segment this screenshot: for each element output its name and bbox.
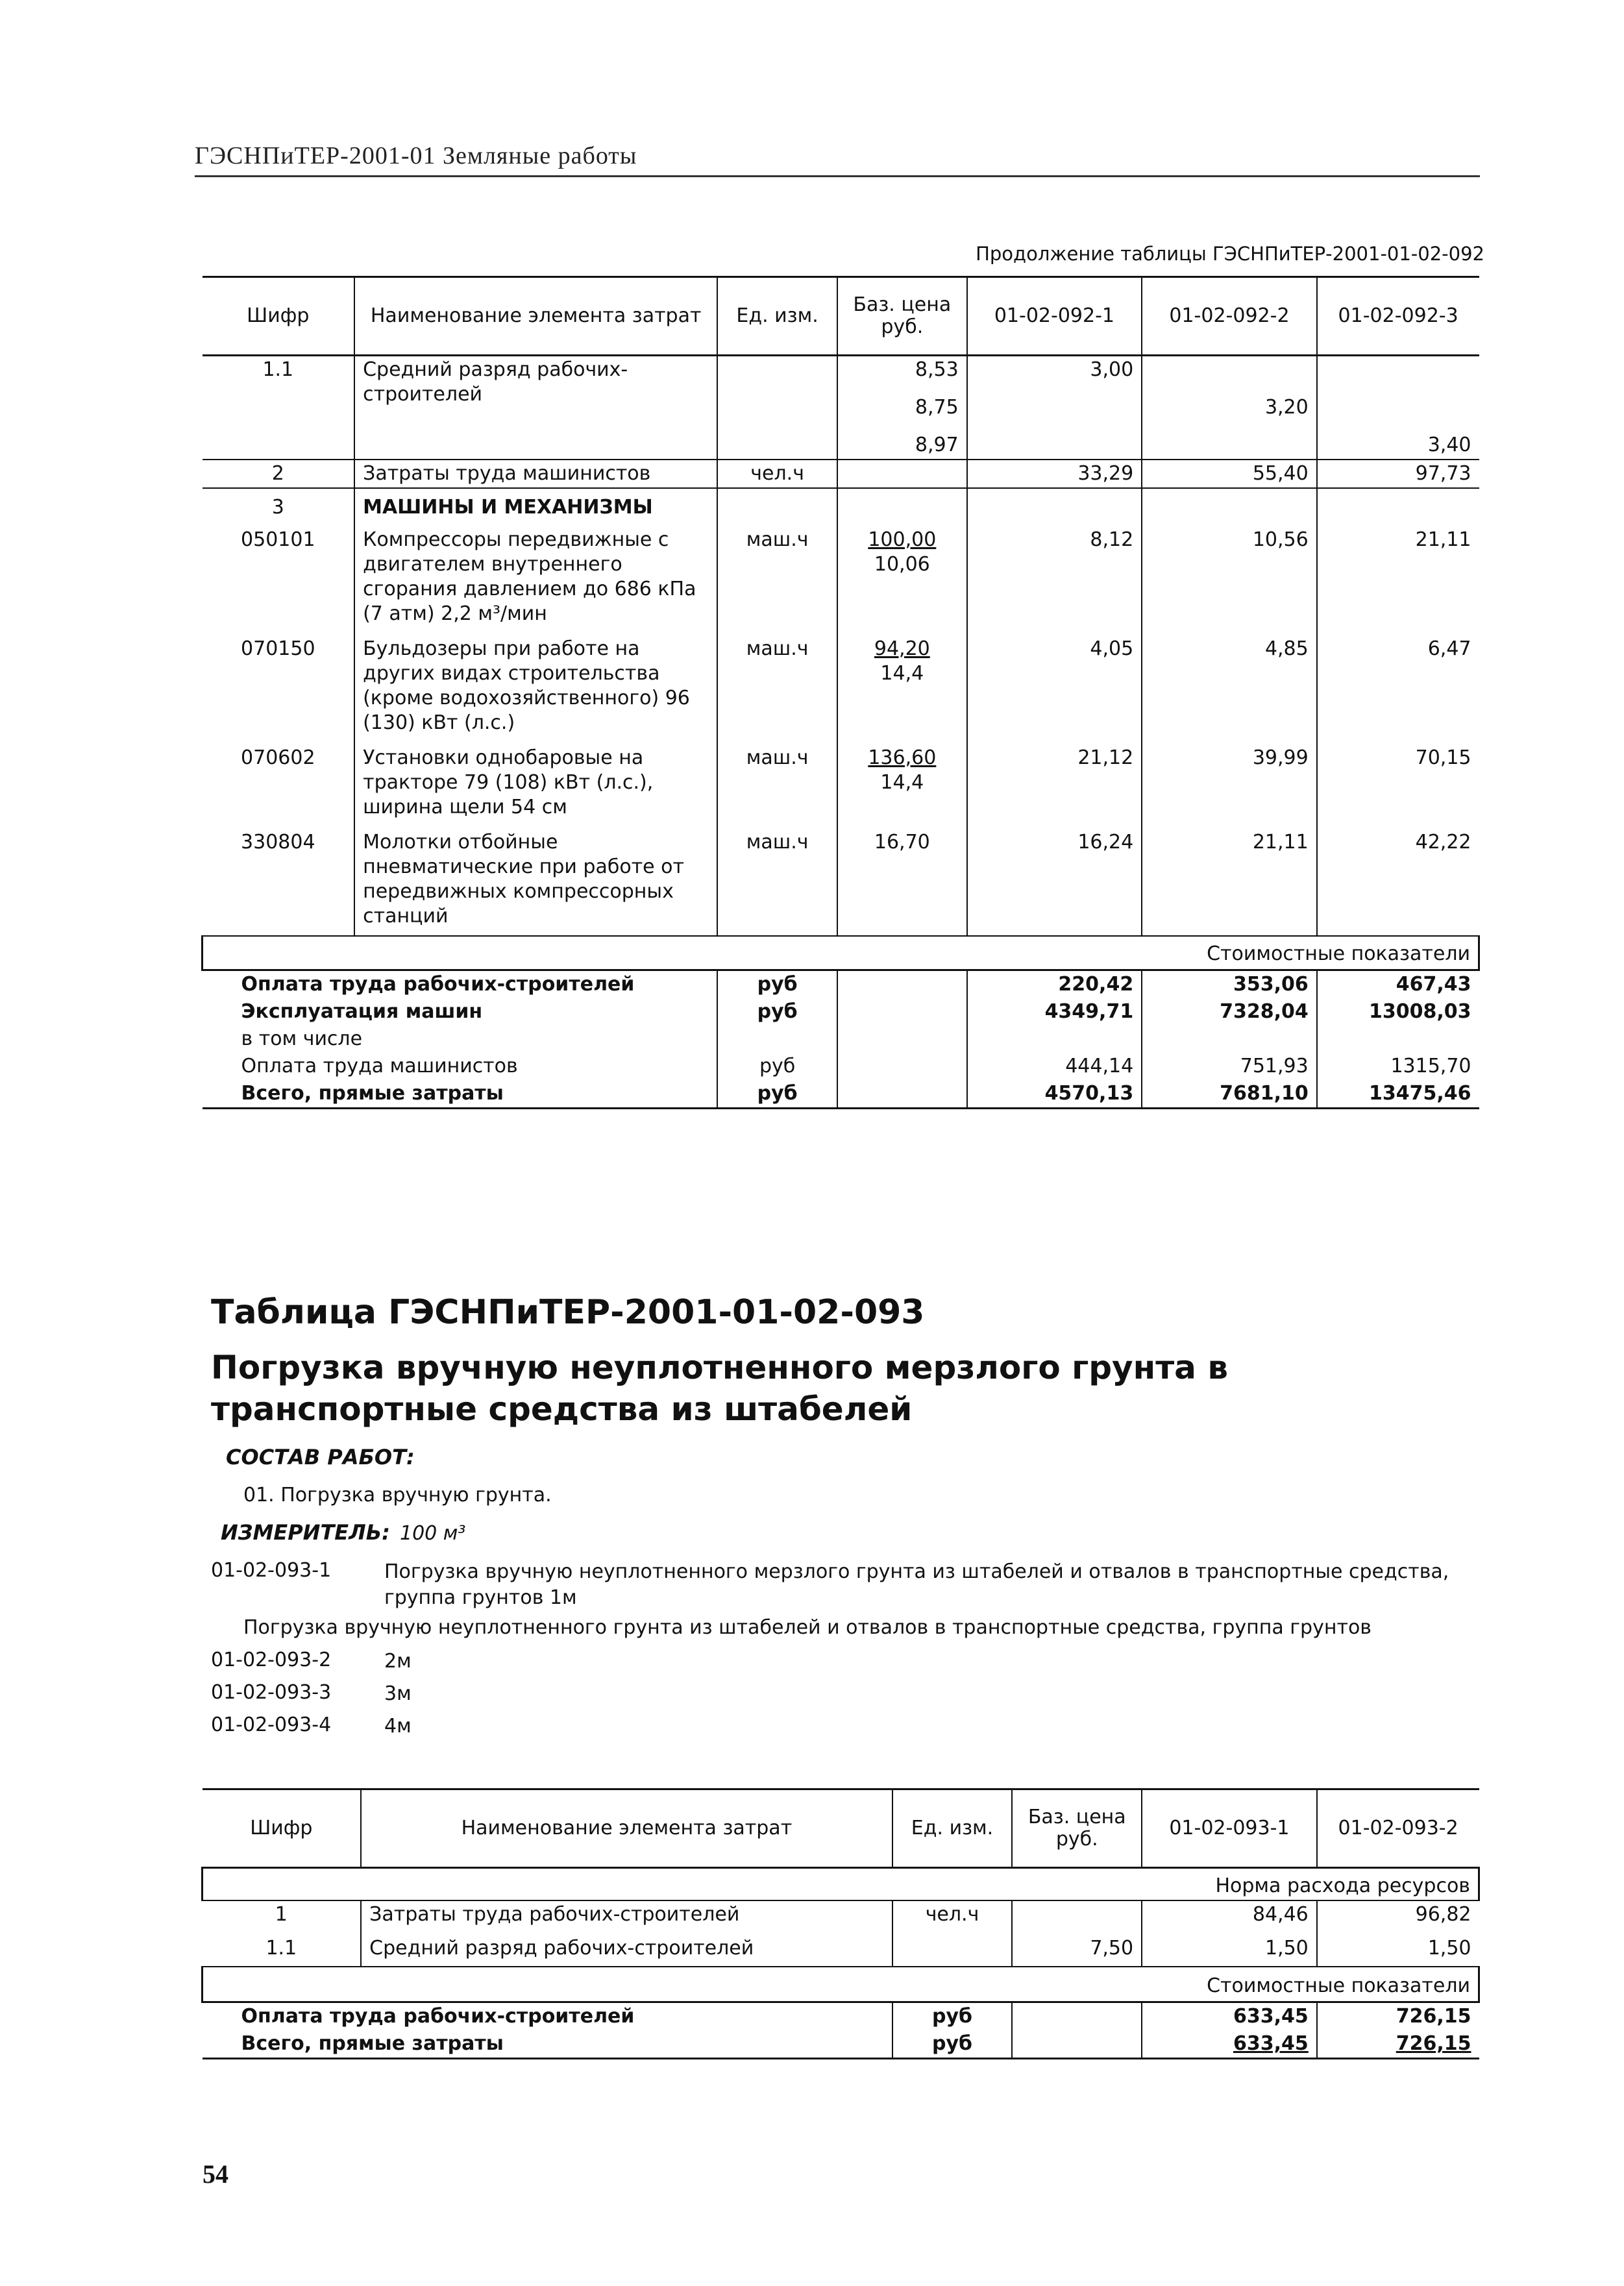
row-unit: чел.ч bbox=[717, 460, 837, 488]
row-value-2: 3,20 bbox=[1142, 356, 1317, 460]
row-name: Средний разряд рабочих-строителей bbox=[361, 1928, 892, 1967]
cost-unit: руб bbox=[717, 1053, 837, 1080]
col-header-092-3: 01-02-092-3 bbox=[1317, 277, 1479, 356]
row-value-3: 3,40 bbox=[1317, 356, 1479, 460]
row-code: 070602 bbox=[241, 746, 315, 769]
table-row bbox=[203, 829, 1479, 936]
cost-header-row bbox=[203, 1967, 1479, 2002]
row-code: 1.1 bbox=[265, 1937, 297, 1960]
row-value-2: 96,82 bbox=[1317, 1900, 1479, 1928]
table-row bbox=[203, 744, 1479, 829]
cost-header: Стоимостные показатели bbox=[203, 1967, 1479, 2002]
norm-header-row bbox=[203, 1868, 1479, 1901]
resource-table-093 bbox=[201, 1788, 1480, 2059]
cost-name: Эксплуатация машин bbox=[241, 1000, 483, 1023]
cost-unit: руб bbox=[717, 1080, 837, 1109]
cost-name: Всего, прямые затраты bbox=[203, 2030, 892, 2059]
table1-caption: Продолжение таблицы ГЭСНПиТЕР-2001-01-02-092 bbox=[976, 243, 1484, 265]
row-value-2: 21,11 bbox=[1142, 829, 1317, 936]
row-price: 100,00 10,06 bbox=[837, 521, 967, 635]
row-value-3: 6,47 bbox=[1317, 635, 1479, 744]
row-code: 2 bbox=[203, 460, 355, 488]
cost-unit: руб bbox=[892, 2030, 1013, 2059]
cost-value-1: 633,45 bbox=[1142, 2030, 1317, 2059]
row-price: 94,20 14,4 bbox=[837, 635, 967, 744]
table-row bbox=[203, 1900, 1479, 1928]
row-code: 1 bbox=[203, 1900, 362, 1928]
row-price: 136,60 14,4 bbox=[837, 744, 967, 829]
cost-value-2: 7328,04 bbox=[1142, 998, 1317, 1026]
meter-value: 100 м³ bbox=[400, 1522, 466, 1545]
cost-value-2: 726,15 bbox=[1317, 2002, 1479, 2031]
col-header-code: Шифр bbox=[203, 277, 355, 356]
works-item: 01. Погрузка вручную грунта. bbox=[243, 1484, 552, 1506]
row-unit: маш.ч bbox=[717, 744, 837, 829]
row-value-2: 10,56 bbox=[1142, 521, 1317, 635]
col-header-price: Баз. цена руб. bbox=[1012, 1789, 1142, 1868]
item-description: 4м bbox=[384, 1715, 412, 1738]
cost-row bbox=[203, 1080, 1479, 1109]
col-header-code: Шифр bbox=[203, 1789, 362, 1868]
col-header-name: Наименование элемента затрат bbox=[354, 277, 717, 356]
row-price: 8,53 8,75 8,97 bbox=[837, 356, 967, 460]
row-value-3: 21,11 bbox=[1317, 521, 1479, 635]
resource-table-092 bbox=[201, 276, 1480, 1109]
col-header-093-1: 01-02-093-1 bbox=[1142, 1789, 1317, 1868]
table2-header-row bbox=[203, 1789, 1479, 1868]
row-value-1: 3,00 bbox=[967, 356, 1142, 460]
cost-value-2: 726,15 bbox=[1317, 2030, 1479, 2059]
col-header-name: Наименование элемента затрат bbox=[361, 1789, 892, 1868]
cost-unit: руб bbox=[717, 970, 837, 999]
cost-row bbox=[203, 1026, 1479, 1053]
cost-value-2 bbox=[1142, 1026, 1317, 1053]
row-value-3: 70,15 bbox=[1317, 744, 1479, 829]
row-value-1: 8,12 bbox=[967, 521, 1142, 635]
row-name: Молотки отбойные пневматические при работе от передвижных компрессорных станций bbox=[354, 829, 717, 936]
cost-value-1: 4349,71 bbox=[967, 998, 1142, 1026]
group-description: Погрузка вручную неуплотненного грунта из штабелей и отвалов в транспортные средства, группа грунтов bbox=[243, 1616, 1372, 1639]
row-unit bbox=[892, 1928, 1013, 1967]
norm-header: Норма расхода ресурсов bbox=[203, 1868, 1479, 1901]
row-name: Затраты труда рабочих-строителей bbox=[361, 1900, 892, 1928]
cost-row bbox=[203, 970, 1479, 999]
cost-name: Оплата труда рабочих-строителей bbox=[203, 970, 718, 999]
row-unit: маш.ч bbox=[717, 521, 837, 635]
row-value-1: 33,29 bbox=[967, 460, 1142, 488]
item-code: 01-02-093-2 bbox=[211, 1649, 332, 1671]
table-row bbox=[203, 460, 1479, 488]
section-title: Таблица ГЭСНПиТЕР-2001-01-02-093 bbox=[211, 1293, 925, 1332]
cost-value-2: 7681,10 bbox=[1142, 1080, 1317, 1109]
row-value-1: 21,12 bbox=[967, 744, 1142, 829]
row-value-2: 55,40 bbox=[1142, 460, 1317, 488]
item-code: 01-02-093-1 bbox=[211, 1559, 332, 1582]
row-unit: маш.ч bbox=[717, 829, 837, 936]
cost-name: Оплата труда рабочих-строителей bbox=[203, 2002, 892, 2031]
cost-row bbox=[203, 2002, 1479, 2031]
row-value-2: 1,50 bbox=[1317, 1928, 1479, 1967]
row-code: 3 bbox=[203, 488, 355, 521]
cost-value-1: 444,14 bbox=[967, 1053, 1142, 1080]
cost-name: в том числе bbox=[241, 1027, 363, 1050]
row-value-2: 4,85 bbox=[1142, 635, 1317, 744]
col-header-price: Баз. цена руб. bbox=[837, 277, 967, 356]
cost-value-3 bbox=[1317, 1026, 1479, 1053]
col-header-unit: Ед. изм. bbox=[892, 1789, 1013, 1868]
row-price: 16,70 bbox=[837, 829, 967, 936]
page-number: 54 bbox=[203, 2159, 228, 2189]
row-code: 070150 bbox=[241, 637, 315, 660]
cost-value-3: 13008,03 bbox=[1317, 998, 1479, 1026]
cost-value-2: 353,06 bbox=[1142, 970, 1317, 999]
cost-unit: руб bbox=[717, 998, 837, 1026]
cost-name: Оплата труда машинистов bbox=[241, 1055, 518, 1077]
cost-unit: руб bbox=[892, 2002, 1013, 2031]
cost-header: Стоимостные показатели bbox=[203, 936, 1479, 970]
row-name: МАШИНЫ И МЕХАНИЗМЫ bbox=[354, 488, 717, 521]
table-row bbox=[203, 488, 1479, 521]
table-row bbox=[203, 356, 1479, 460]
row-price: 7,50 bbox=[1012, 1928, 1142, 1967]
row-value-1: 4,05 bbox=[967, 635, 1142, 744]
cost-value-3: 467,43 bbox=[1317, 970, 1479, 999]
running-header: ГЭСНПиТЕР-2001-01 Земляные работы bbox=[195, 142, 637, 169]
row-value-1: 1,50 bbox=[1142, 1928, 1317, 1967]
row-code: 050101 bbox=[241, 528, 315, 551]
section-subtitle: Погрузка вручную неуплотненного мерзлого грунта в транспортные средства из штабелей bbox=[211, 1349, 1228, 1428]
cost-value-2: 751,93 bbox=[1142, 1053, 1317, 1080]
col-header-092-2: 01-02-092-2 bbox=[1142, 277, 1317, 356]
cost-value-3: 1315,70 bbox=[1317, 1053, 1479, 1080]
item-code: 01-02-093-4 bbox=[211, 1714, 332, 1736]
cost-row bbox=[203, 998, 1479, 1026]
col-header-093-2: 01-02-093-2 bbox=[1317, 1789, 1479, 1868]
item-code: 01-02-093-3 bbox=[211, 1681, 332, 1704]
cost-unit bbox=[717, 1026, 837, 1053]
cost-value-1: 4570,13 bbox=[967, 1080, 1142, 1109]
cost-value-3: 13475,46 bbox=[1317, 1080, 1479, 1109]
row-value-2: 39,99 bbox=[1142, 744, 1317, 829]
works-label: СОСТАВ РАБОТ: bbox=[226, 1445, 415, 1469]
item-description: 3м bbox=[384, 1682, 412, 1705]
row-name: Бульдозеры при работе на других видах строительства (кроме водохозяйственного) 96 (130) кВт (л.с.) bbox=[354, 635, 717, 744]
row-name: Средний разряд рабочих-строителей bbox=[354, 356, 717, 460]
row-price bbox=[1012, 1900, 1142, 1928]
row-value-3: 97,73 bbox=[1317, 460, 1479, 488]
cost-value-1: 220,42 bbox=[967, 970, 1142, 999]
cost-row bbox=[203, 1053, 1479, 1080]
header-rule bbox=[195, 175, 1480, 177]
col-header-092-1: 01-02-092-1 bbox=[967, 277, 1142, 356]
cost-row bbox=[203, 2030, 1479, 2059]
cost-name: Всего, прямые затраты bbox=[203, 1080, 718, 1109]
row-code: 1.1 bbox=[262, 358, 294, 381]
item-description: Погрузка вручную неуплотненного мерзлого грунта из штабелей и отвалов в транспортные средства, группа грунтов 1м bbox=[384, 1560, 1449, 1609]
meter bbox=[221, 1520, 465, 1545]
row-name: Затраты труда машинистов bbox=[354, 460, 717, 488]
row-code: 330804 bbox=[241, 831, 315, 854]
table-row bbox=[203, 521, 1479, 635]
row-value-3: 42,22 bbox=[1317, 829, 1479, 936]
row-value-1: 16,24 bbox=[967, 829, 1142, 936]
row-unit: чел.ч bbox=[892, 1900, 1013, 1928]
row-unit: маш.ч bbox=[717, 635, 837, 744]
table1-header-row bbox=[203, 277, 1479, 356]
cost-value-1 bbox=[967, 1026, 1142, 1053]
row-value-1: 84,46 bbox=[1142, 1900, 1317, 1928]
meter-label: ИЗМЕРИТЕЛЬ: bbox=[221, 1520, 390, 1545]
table-row bbox=[203, 1928, 1479, 1967]
row-name: Установки однобаровые на тракторе 79 (108) кВт (л.с.), ширина щели 54 см bbox=[354, 744, 717, 829]
cost-value-1: 633,45 bbox=[1142, 2002, 1317, 2031]
item-description: 2м bbox=[384, 1650, 412, 1673]
row-name: Компрессоры передвижные с двигателем внутреннего сгорания давлением до 686 кПа (7 атм) 2,2 м³/мин bbox=[354, 521, 717, 635]
cost-header-row bbox=[203, 936, 1479, 970]
table-row bbox=[203, 635, 1479, 744]
col-header-unit: Ед. изм. bbox=[717, 277, 837, 356]
